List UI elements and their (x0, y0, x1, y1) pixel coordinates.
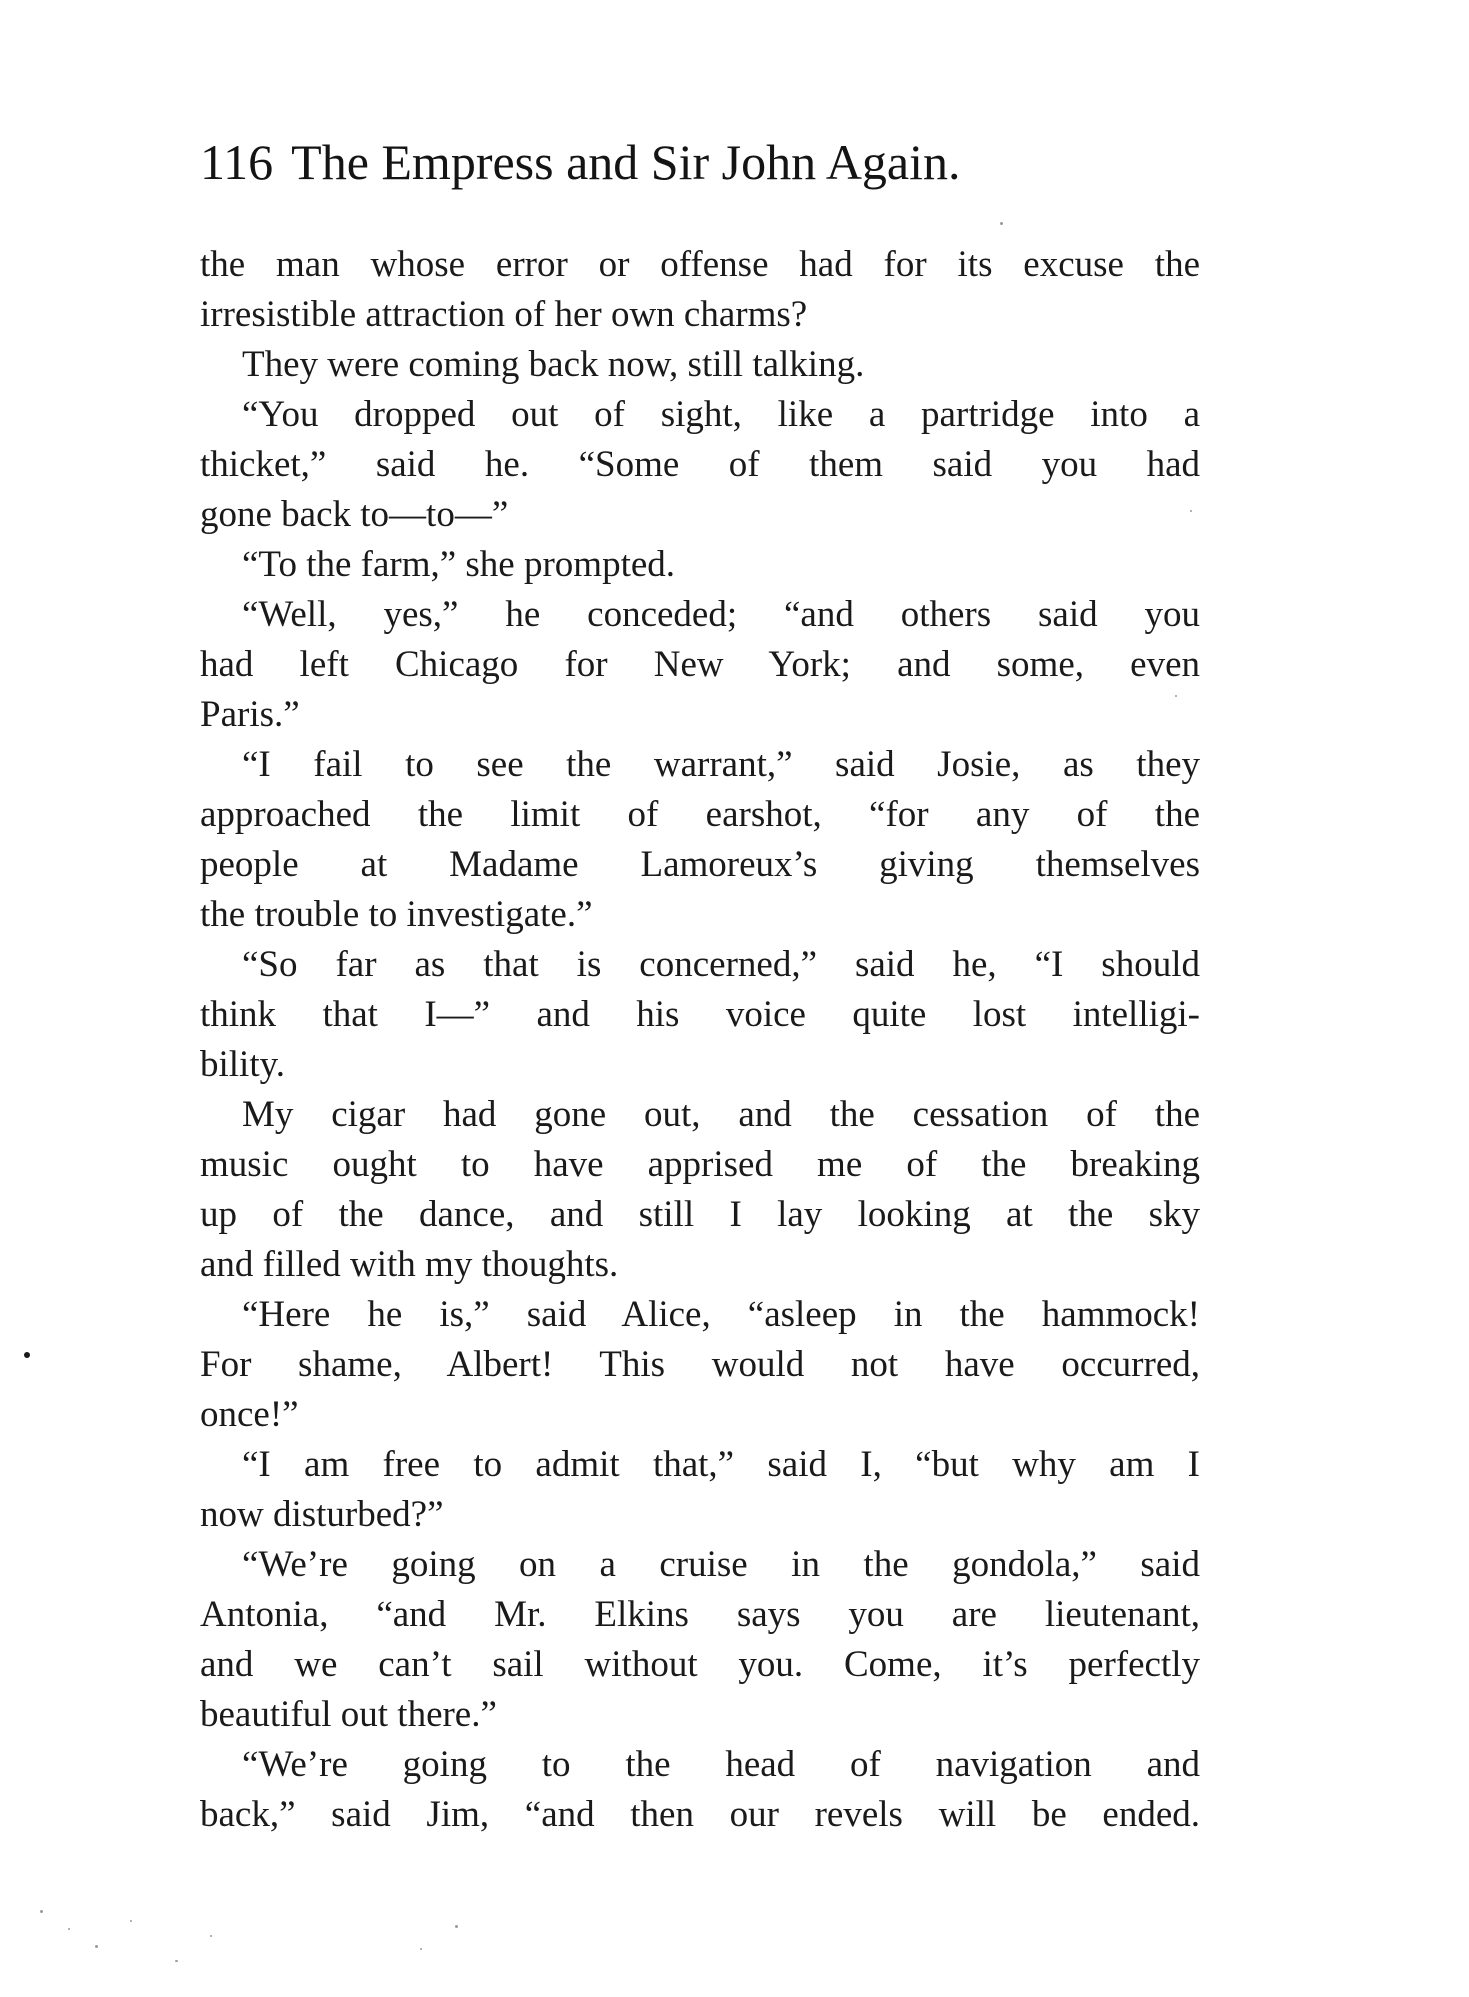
text-line: people at Madame Lamoreux’s giving themselves (200, 844, 1200, 885)
text-line: had left Chicago for New York; and some, even (200, 644, 1200, 685)
text-line: once!” (200, 1394, 299, 1435)
scan-noise (420, 1948, 422, 1950)
text-line: They were coming back now, still talking. (242, 344, 865, 385)
scan-noise (210, 1935, 212, 1937)
text-line: think that I—” and his voice quite lost intelligi- (200, 994, 1200, 1035)
body-text (200, 240, 1200, 1840)
scan-noise (130, 1920, 132, 1922)
scan-noise (175, 1960, 178, 1962)
text-line: the trouble to investigate.” (200, 894, 593, 935)
text-line: “Well, yes,” he conceded; “and others said you (242, 594, 1200, 635)
text-line: up of the dance, and still I lay looking at the sky (200, 1194, 1200, 1235)
scan-noise (1000, 222, 1003, 225)
scan-noise (1190, 510, 1192, 512)
scan-noise (40, 1910, 43, 1913)
text-line: For shame, Albert! This would not have occurred, (200, 1344, 1200, 1385)
text-line: gone back to—to—” (200, 494, 509, 535)
running-head (200, 132, 1220, 192)
scan-noise (1175, 695, 1177, 697)
text-line: “Here he is,” said Alice, “asleep in the hammock! (242, 1294, 1200, 1335)
scan-speck (24, 1352, 30, 1358)
text-line: the man whose error or offense had for its excuse the (200, 244, 1200, 285)
text-line: “I fail to see the warrant,” said Josie, as they (242, 744, 1200, 785)
text-line: back,” said Jim, “and then our revels will be ended. (200, 1794, 1200, 1835)
text-line: and we can’t sail without you. Come, it’s perfectly (200, 1644, 1200, 1685)
text-line: “You dropped out of sight, like a partridge into a (242, 394, 1200, 435)
text-line: music ought to have apprised me of the breaking (200, 1144, 1200, 1185)
text-line: thicket,” said he. “Some of them said you had (200, 444, 1200, 485)
text-line: “We’re going to the head of navigation and (242, 1744, 1200, 1785)
text-line: “So far as that is concerned,” said he, “I should (242, 944, 1200, 985)
text-line: bility. (200, 1044, 285, 1085)
text-line: irresistible attraction of her own charms? (200, 294, 808, 335)
text-line: Antonia, “and Mr. Elkins says you are lieutenant, (200, 1594, 1200, 1635)
text-line: Paris.” (200, 694, 300, 735)
text-line: My cigar had gone out, and the cessation of the (242, 1094, 1200, 1135)
text-line: beautiful out there.” (200, 1694, 497, 1735)
scan-noise (95, 1945, 98, 1948)
text-line: “I am free to admit that,” said I, “but why am I (242, 1444, 1200, 1485)
scan-noise (455, 1925, 458, 1928)
scan-noise (68, 1928, 70, 1930)
running-title: The Empress and Sir John Again. (291, 134, 961, 190)
text-line: “We’re going on a cruise in the gondola,” said (242, 1544, 1200, 1585)
text-line: now disturbed?” (200, 1494, 444, 1535)
text-line: and filled with my thoughts. (200, 1244, 619, 1285)
text-line: approached the limit of earshot, “for any of the (200, 794, 1200, 835)
page-number: 116 (200, 134, 274, 190)
text-line: “To the farm,” she prompted. (242, 544, 676, 585)
